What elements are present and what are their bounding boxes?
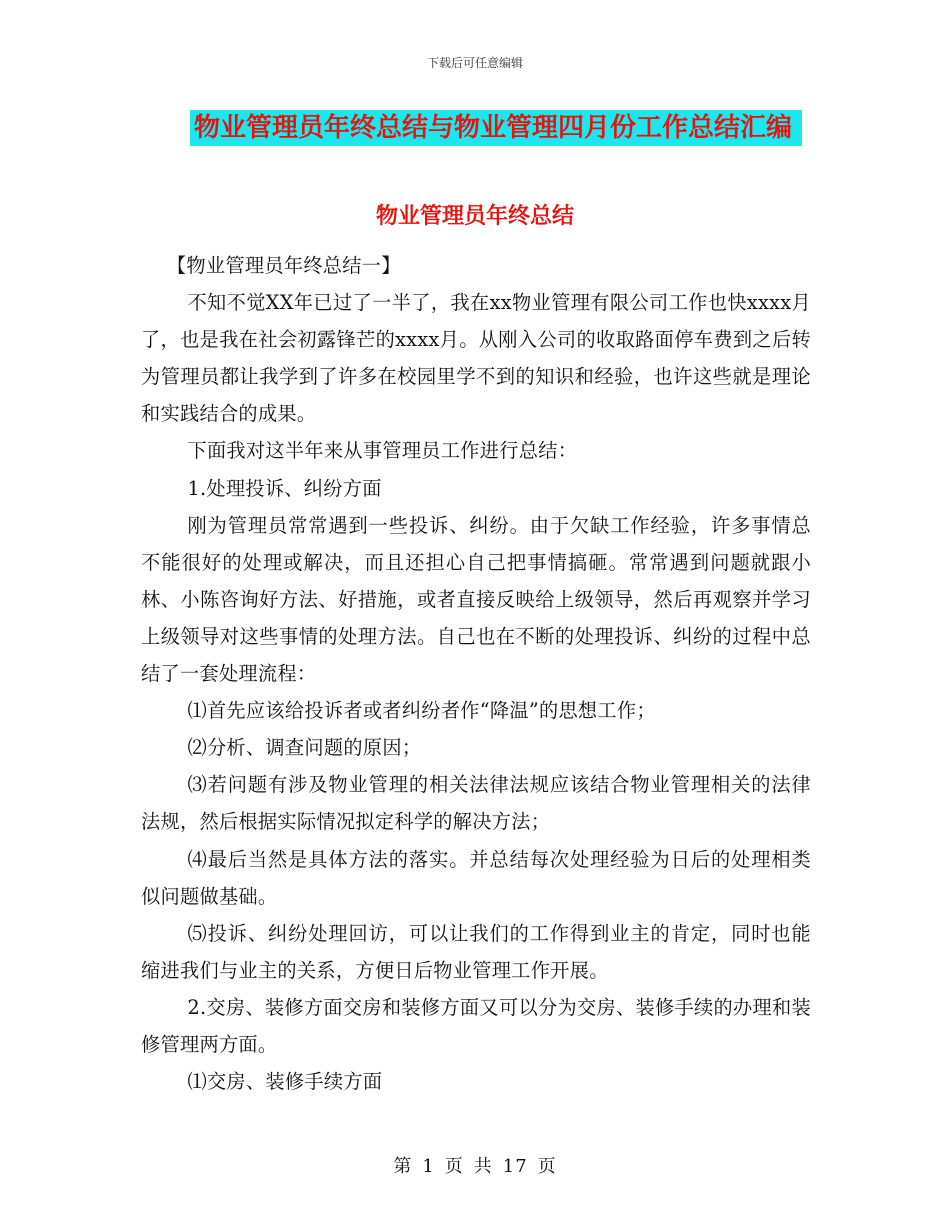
paragraph: ⑷最后当然是具体方法的落实。并总结每次处理经验为日后的处理相类似问题做基础。 bbox=[141, 847, 811, 908]
footer-page-number: 1 bbox=[422, 1156, 435, 1177]
document-title: 物业管理员年终总结与物业管理四月份工作总结汇编 bbox=[190, 110, 802, 146]
page-footer bbox=[0, 1152, 950, 1178]
paragraph: ⑵分析、调查问题的原因； bbox=[187, 736, 422, 760]
paragraph: 下面我对这半年来从事管理员工作进行总结： bbox=[187, 439, 578, 463]
paragraph: ⑴交房、装修手续方面 bbox=[187, 1070, 383, 1094]
paragraph: ⑴首先应该给投诉者或者纠纷者作“降温”的思想工作； bbox=[187, 699, 656, 723]
paragraph: ⑶若问题有涉及物业管理的相关法律法规应该结合物业管理相关的法律法规，然后根据实际情况拟定科学的解决方法； bbox=[141, 773, 811, 834]
paragraph: 不知不觉XX年已过了一半了，我在xx物业管理有限公司工作也快xxxx月了，也是我在社会初露锋芒的xxxx月。从刚入公司的收取路面停车费到之后转为管理员都让我学到了许多在校园里学不到的知识和经验，也许这些就是理论和实践结合的成果。 bbox=[141, 291, 811, 426]
paragraph: 【物业管理员年终总结一】 bbox=[166, 254, 401, 277]
paragraph: 1.处理投诉、纠纷方面 bbox=[187, 476, 382, 500]
paragraph: 2.交房、装修方面交房和装修方面又可以分为交房、装修手续的办理和装修管理两方面。 bbox=[141, 995, 811, 1056]
footer-total-unit: 页 bbox=[537, 1156, 557, 1177]
section-title: 物业管理员年终总结 bbox=[375, 204, 574, 229]
header-note: 下载后可任意编辑 bbox=[426, 56, 523, 70]
footer-page-unit: 页 bbox=[444, 1156, 464, 1177]
paragraph: ⑸投诉、纠纷处理回访，可以让我们的工作得到业主的肯定，同时也能缩进我们与业主的关系，方便日后物业管理工作开展。 bbox=[141, 921, 811, 982]
paragraph: 刚为管理员常常遇到一些投诉、纠纷。由于欠缺工作经验，许多事情总不能很好的处理或解决，而且还担心自己把事情搞砸。常常遇到问题就跟小林、小陈咨询好方法、好措施，或者直接反映给上级领导，然后再观察并学习上级领导对这些事情的处理方法。自己也在不断的处理投诉、纠纷的过程中总结了一套处理流程： bbox=[141, 513, 811, 686]
footer-total-word: 共 bbox=[473, 1156, 493, 1177]
footer-page-word: 第 bbox=[393, 1156, 413, 1177]
document-body bbox=[141, 247, 811, 1100]
footer-total-pages: 17 bbox=[502, 1156, 528, 1177]
